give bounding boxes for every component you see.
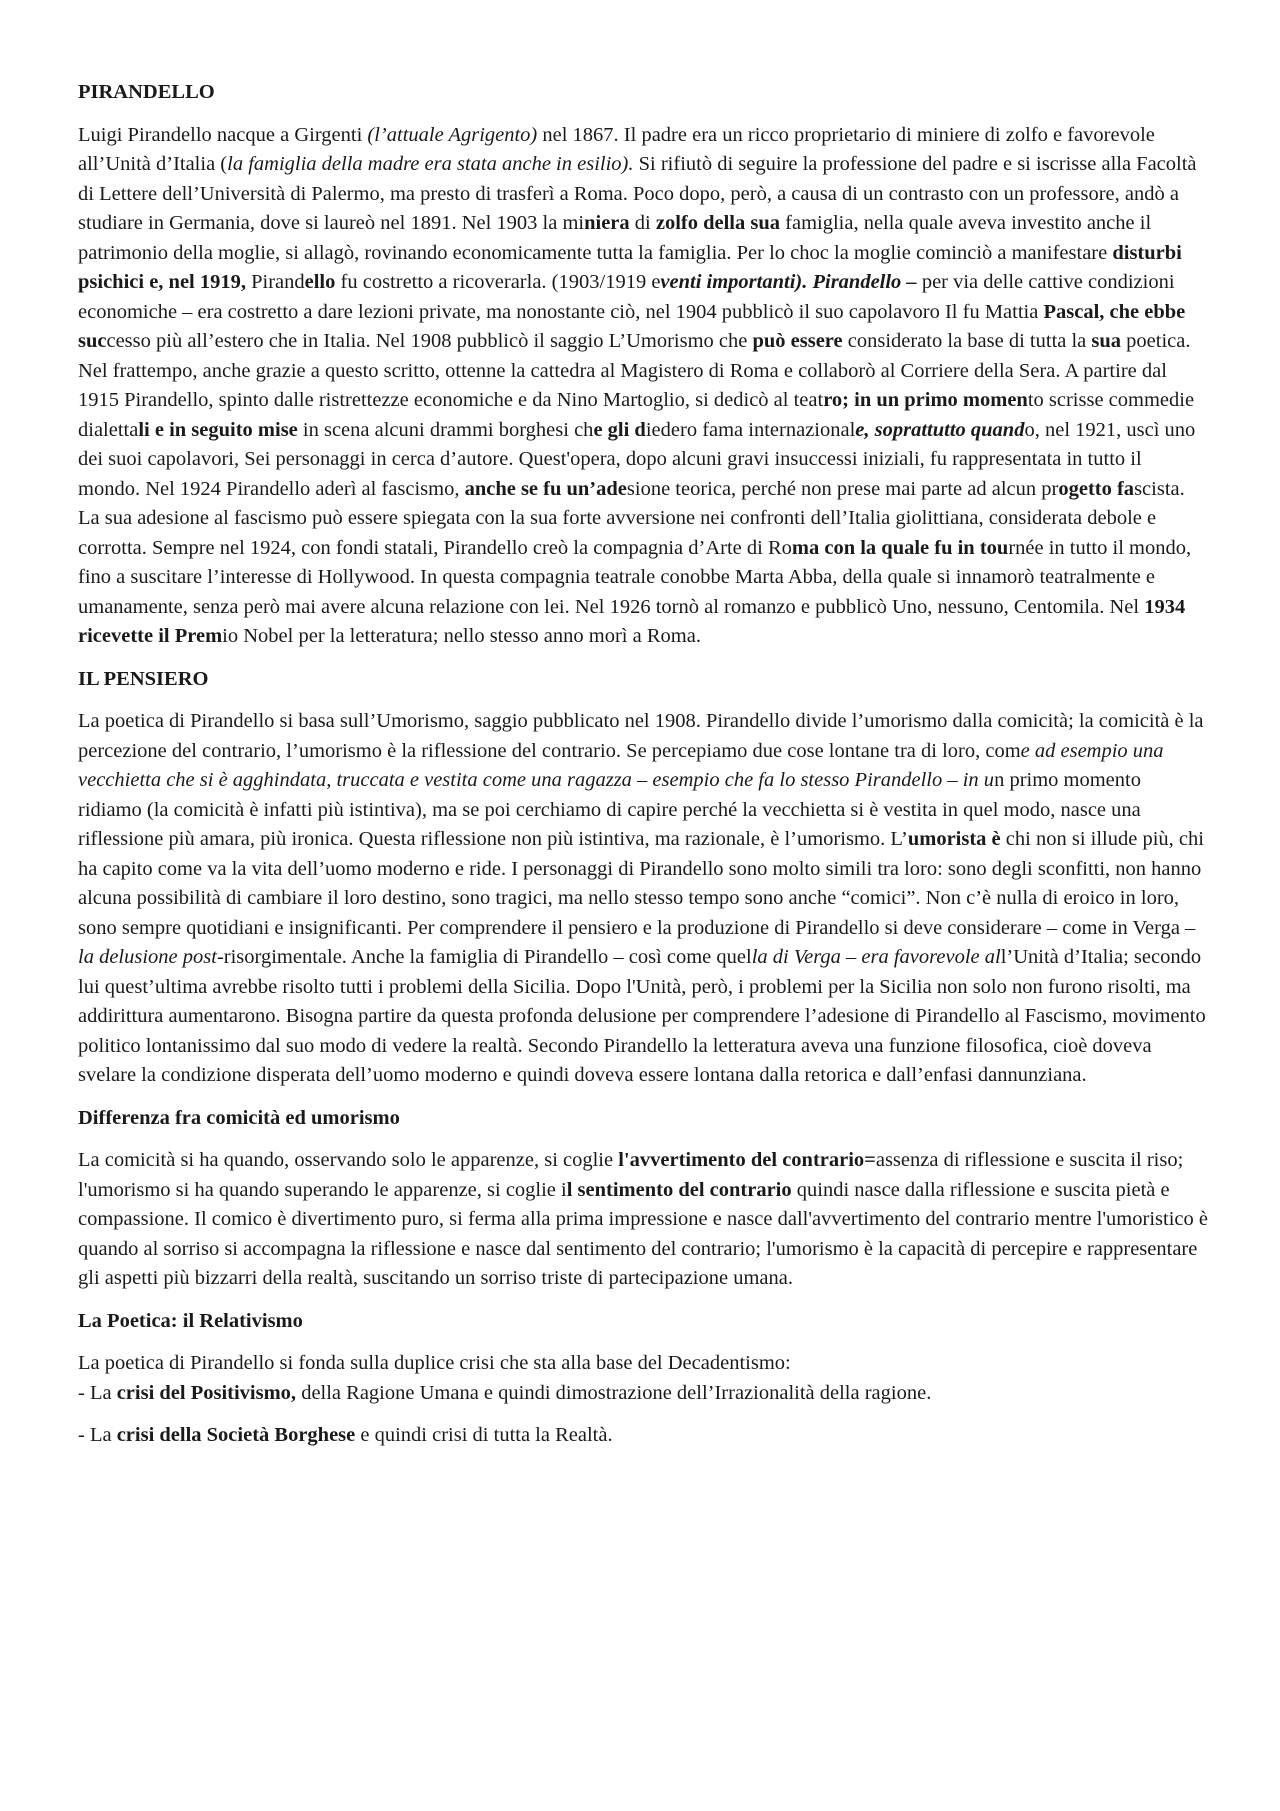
list-item-crisi-positivismo [78, 1379, 1208, 1409]
text-run: disturbi psichici e, nel 1919, [78, 241, 1182, 293]
text-run: venti importanti). Pirandello – [660, 271, 917, 293]
heading-il-pensiero: IL PENSIERO [78, 667, 209, 690]
text-run: Pascal, che ebbe suc [78, 300, 1186, 352]
text-run: assenza di riflessione e suscita il riso; l'umorismo si ha quando superando le apparenze, si coglie i [78, 1149, 1184, 1201]
text-run: rnée in tutto il mondo, fino a suscitare l’interesse di Hollywood. In questa compagnia teatrale conobbe Marta Abba, della quale si innamorò teatralmente e umanamente, senza però mai avere alcuna relazione con lei. Nel 1926 tornò al romanzo e pubblicò Uno, nessuno, Centomila. Nel [78, 536, 1192, 618]
text-run: di [629, 212, 656, 234]
text-run: zolfo della sua [655, 212, 781, 234]
text-run: cesso più all’estero che in Italia. Nel 1908 pubblicò il saggio L’Umorismo che [106, 330, 753, 352]
paragraph-poetica-intro: La poetica di Pirandello si fonda sulla duplice crisi che sta alla base del Decadentismo: [78, 1352, 791, 1374]
text-run: la di Verga – era favorevole al [751, 946, 1001, 968]
text-run: ogetto fa [1058, 477, 1135, 500]
text-run: to scrisse commedie dialetta [78, 389, 1195, 441]
text-run: la delusione post [78, 946, 217, 968]
text-run: famiglia, nella quale aveva investito anche il patrimonio della moglie, si allagò, rovinando economicamente tutta la famiglia. Per lo choc la moglie cominciò a manifestare [78, 212, 1152, 264]
text-run: crisi del Positivismo, [116, 1381, 297, 1404]
text-run: l’Unità d’Italia; secondo lui quest’ultima avrebbe risolto tutti i problemi della Sicilia. Dopo l'Unità, però, i problemi per la Sicilia non solo non furono risolti, ma addirittura aumentarono. Bisogna partire da questa profonda delusione per comprendere l’adesione di Pirandello al Fascismo, movimento politico lontanissimo dal suo modo di vedere la realtà. Secondo Pirandello la letteratura aveva una funzione filosofica, cioè doveva svelare la condizione disperata dell’uomo moderno e quindi doveva essere lontana dalla retorica e dall’enfasi dannunziana. [78, 946, 1206, 1086]
text-run: quindi nasce dalla riflessione e suscita pietà e compassione. Il comico è divertimento puro, si ferma alla prima impressione e nasce dall'avvertimento del contrario mentre l'umoristico è quando al sorriso si accompagna la riflessione e nasce dal sentimento del contrario; l'umorismo è la capacità di percepire e rappresentare gli aspetti più bizzarri della realtà, suscitando un sorriso triste di partecipazione umana. [78, 1178, 1208, 1289]
text-run: -risorgimentale. Anche la famiglia di Pirandello – così come quel [216, 946, 752, 968]
text-run: e gli d [593, 418, 646, 441]
text-run: la famiglia della madre era stata anche in esilio). [227, 153, 634, 175]
text-run: La comicità si ha quando, osservando solo le apparenze, si coglie [78, 1149, 619, 1171]
text-run: e quindi crisi di tutta la Realtà. [355, 1424, 613, 1446]
heading-differenza: Differenza fra comicità ed umorismo [78, 1106, 400, 1129]
list-item-crisi-societa [78, 1421, 1208, 1451]
text-run: o, nel 1921, uscì uno dei suoi capolavori, Sei personaggi in cerca d’autore. Quest'opera, dopo alcuni gravi insuccessi iniziali, fu rappresentata in tutto il mondo. Nel 1924 Pirandello aderì al fascismo, [78, 418, 1196, 500]
text-run: Pirand [245, 271, 305, 293]
text-run: nel 1867. Il padre era un ricco proprietario di miniere di zolfo e favorevole all’Unità d’Italia ( [78, 123, 1155, 175]
text-run: per via delle cattive condizioni economiche – era costretto a dare lezioni private, ma nonostante ciò, nel 1904 pubblicò il suo capolavoro Il fu Mattia [78, 271, 1175, 323]
heading-poetica: La Poetica: il Relativismo [78, 1309, 303, 1332]
text-run: li e in seguito mise [138, 418, 298, 441]
paragraph-pensiero [78, 707, 1208, 1091]
text-run: poetica. Nel frattempo, anche grazie a questo scritto, ottenne la cattedra al Magistero di Roma e collaborò al Corriere della Sera. A partire dal 1915 Pirandello, spinto dalle ristrettezze economiche e da Nino Martoglio, si dedicò al teat [78, 330, 1191, 411]
text-run: niera [584, 212, 630, 234]
text-run: considerato la base di tutta la [842, 330, 1092, 352]
text-run: ma con la quale fu in tou [791, 536, 1009, 559]
text-run: - La [78, 1381, 117, 1404]
heading-pirandello: PIRANDELLO [78, 81, 215, 103]
text-run: sione teorica, perché non prese mai parte ad alcun pr [626, 477, 1059, 500]
text-run: può essere [752, 330, 843, 352]
text-run: in scena alcuni drammi borghesi ch [297, 418, 594, 441]
text-run: della Ragione Umana e quindi dimostrazione dell’Irrazionalità della ragione. [296, 1381, 932, 1404]
text-run: La poetica di Pirandello si basa sull’Umorismo, saggio pubblicato nel 1908. Pirandello divide l’umorismo dalla comicità; la comicità è la percezione del contrario, l’umorismo è la riflessione del contrario. Se percepiamo due cose lontane tra di loro, com [78, 710, 1204, 762]
text-run: 1934 ricevette il Prem [78, 595, 1186, 647]
text-run: ello [304, 271, 336, 293]
paragraph-biography [78, 121, 1208, 652]
text-run: umorista è [907, 828, 1001, 850]
paragraph-differenza [78, 1146, 1208, 1294]
text-run: n primo momento ridiamo (la comicità è infatti più istintiva), ma se poi cerchiamo di capire perché la vecchietta si è vestita in quel modo, nasce una riflessione più amara, più ironica. Questa riflessione non più istintiva, ma razionale, è l’umorismo. L’ [78, 769, 1141, 850]
text-run: chi non si illude più, chi ha capito come va la vita dell’uomo moderno e ride. I personaggi di Pirandello sono molto simili tra loro: sono degli sconfitti, non hanno alcuna possibilità di cambiare il loro destino, sono tragici, ma nello stesso tempo sono anche “comici”. Non c’è nulla di eroico in loro, sono sempre quotidiani e insignificanti. Per comprendere il pensiero e la produzione di Pirandello si deve considerare – come in Verga – [78, 828, 1204, 939]
text-run: io Nobel per la letteratura; nello stesso anno morì a Roma. [222, 625, 701, 647]
text-run: scista. La sua adesione al fascismo può essere spiegata con la sua forte avversione nei confronti dell’Italia giolittiana, considerata debole e corrotta. Sempre nel 1924, con fondi statali, Pirandello creò la compagnia d’Arte di Ro [78, 477, 1185, 559]
text-run: Si rifiutò di seguire la professione del padre e si iscrisse alla Facoltà di Lettere dell’Università di Palermo, ma presto di trasferì a Roma. Poco dopo, però, a causa di un contrasto con un professore, andò a studiare in Germania, dove si laureò nel 1891. Nel 1903 la mi [78, 153, 1197, 234]
text-run: sua [1091, 330, 1122, 352]
text-run: fu costretto a ricoverarla. (1903/1919 e [335, 271, 661, 293]
text-run: iedero fama internazional [645, 418, 856, 441]
text-run: e ad esempio una vecchietta che si è agghindata, truccata e vestita come una ragazza – esempio che fa lo stesso Pirandello – in u [78, 739, 1164, 791]
text-run: l'avvertimento del contrario= [618, 1149, 876, 1171]
text-run: (l’attuale Agrigento) [367, 123, 538, 146]
document-page [78, 78, 1208, 1464]
text-run: e, soprattutto quand [855, 418, 1025, 441]
text-run: - La [78, 1424, 117, 1446]
text-run: Luigi Pirandello nacque a Girgenti [78, 123, 368, 146]
text-run: l sentimento del contrario [566, 1178, 792, 1201]
text-run: ro; in un primo momen [823, 389, 1028, 411]
text-run: anche se fu un’ade [464, 477, 627, 500]
text-run: crisi della Società Borghese [116, 1424, 356, 1446]
